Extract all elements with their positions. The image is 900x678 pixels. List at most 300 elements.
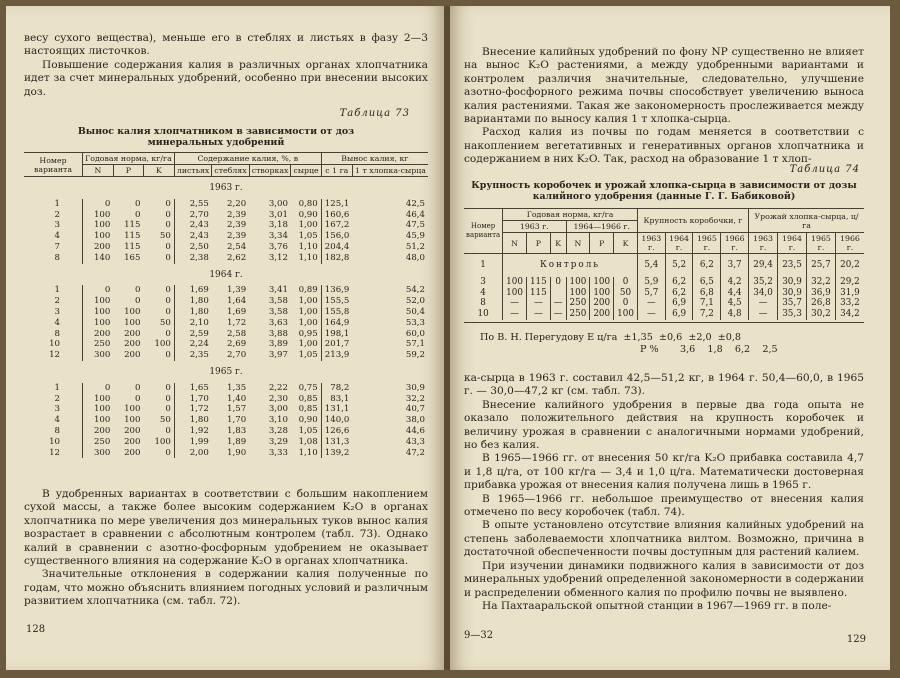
table-cell: 38,0 (405, 415, 425, 426)
col-boll-1966: 1966 г. (721, 233, 749, 254)
table-cell: 1,89 (227, 436, 247, 447)
table-cell: 30,9 (778, 277, 807, 288)
table-cell: 2,24 (174, 339, 211, 350)
table-cell: 2,55 (174, 199, 211, 210)
table-cell: 2,10 (174, 318, 211, 329)
table-cell: 33,2 (835, 298, 864, 309)
table-cell: — (503, 309, 527, 320)
table-cell: 4 (480, 287, 486, 298)
table-cell: 1,92 (174, 426, 211, 437)
table-cell: 100 (503, 288, 527, 299)
table-cell: 126,6 (321, 426, 352, 437)
col-k: K (144, 165, 175, 177)
printer-signature: 9—32 (464, 630, 494, 641)
table-cell: 4,4 (721, 288, 749, 299)
table-cell: 0 (165, 252, 171, 263)
table-cell: 78,2 (321, 383, 352, 394)
table-cell: 100 (83, 415, 114, 426)
table-row (24, 231, 428, 242)
table-cell: 1,80 (174, 296, 211, 307)
table-bottom-rule (464, 320, 864, 323)
paragraph: В 1965—1966 гг. небольшое преимущество от внесения калия отмечено по весу коробочек (табл. 74). (464, 492, 864, 519)
table-74 (464, 208, 864, 323)
table-cell: 2,54 (227, 241, 247, 252)
table-cell: 115 (526, 288, 550, 299)
table-cell: 0,95 (298, 328, 318, 339)
table-cell: 3,88 (268, 328, 288, 339)
table-cell: 48,0 (405, 252, 425, 263)
table-cell: 3,63 (268, 317, 288, 328)
table-cell: 140,0 (321, 415, 352, 426)
table-cell: 0 (83, 199, 114, 210)
table-cell: 2,70 (227, 350, 247, 361)
table-cell: 1,99 (174, 437, 211, 448)
table-cell: 2,43 (174, 231, 211, 242)
table-cell: 200 (83, 242, 114, 253)
table-cell: 3,58 (268, 306, 288, 317)
table-cell: 0 (135, 209, 141, 220)
table-cell: 46,4 (405, 209, 425, 220)
table-cell: 131,3 (321, 437, 352, 448)
table-cell: 54,2 (405, 285, 425, 296)
table-cell: 204,4 (321, 242, 352, 253)
table-cell: 100 (83, 404, 114, 415)
table-cell: 34,2 (835, 309, 864, 320)
table-row (24, 448, 428, 459)
col-p: P (113, 165, 143, 177)
table-cell: 0 (135, 198, 141, 209)
table-row (24, 383, 428, 394)
table-cell: 1,57 (227, 404, 247, 415)
table-cell: 8 (54, 328, 60, 339)
table-cell: 2,69 (227, 339, 247, 350)
table-cell: 12 (49, 350, 60, 361)
table-cell: 2,39 (227, 231, 247, 242)
col-boll-1963: 1963 г. (637, 233, 665, 254)
col-per-ha: с 1 га (321, 165, 352, 177)
table-cell: 2,22 (268, 382, 288, 393)
table-cell: 100 (83, 231, 114, 242)
table-cell: 0 (83, 383, 114, 394)
table-cell: 36,9 (806, 288, 835, 299)
table-cell: 2,39 (227, 209, 247, 220)
table-cell: 3,34 (268, 231, 288, 242)
table-cell: 40,7 (405, 404, 425, 415)
table-cell: 0 (165, 425, 171, 436)
year-label: 1965 г. (209, 366, 243, 377)
table-cell: 0 (165, 209, 171, 220)
table-cell: 115 (124, 220, 141, 231)
col-1963: 1963 г. (503, 221, 566, 233)
table-cell: 100 (124, 306, 141, 317)
paragraph: ка-сырца в 1963 г. составил 42,5—51,2 кг, в 1964 г. 50,4—60,0, в 1965 г. — 30,0—47,2 кг (см. табл. 73). (464, 372, 864, 398)
col-n: N (83, 165, 114, 177)
table-73 (24, 152, 428, 458)
table-cell: 0 (165, 296, 171, 307)
table-cell: 10 (477, 309, 489, 320)
table-cell: — (749, 309, 778, 320)
table-cell: 1,83 (227, 425, 247, 436)
table-cell: 100 (503, 277, 527, 288)
table-row (24, 285, 428, 296)
table-cell: 1,64 (227, 296, 247, 307)
table-cell: 213,9 (321, 350, 352, 361)
col-n: N (503, 233, 527, 254)
table-cell: 200 (124, 350, 141, 361)
table-cell: 51,2 (405, 241, 425, 252)
table-cell: 3,28 (268, 425, 288, 436)
table-cell: 2,58 (227, 328, 247, 339)
year-label: 1964 г. (209, 269, 243, 280)
table-cell: 2,50 (174, 242, 211, 253)
rule (464, 320, 864, 323)
left-top-text (24, 32, 428, 99)
col-boll-1964: 1964 г. (665, 233, 693, 254)
table-cell: 1,08 (298, 436, 318, 447)
table-cell: 3,01 (268, 209, 288, 220)
table-cell: 3 (480, 276, 486, 287)
table-cell: 6,9 (665, 298, 693, 309)
col-potassium-content: Содержание калия, %, в (174, 153, 321, 165)
table-cell: 100 (566, 277, 590, 288)
table-cell: 35,7 (778, 298, 807, 309)
table-row (24, 415, 428, 426)
table-cell: 3,89 (268, 339, 288, 350)
table-cell: 200 (124, 339, 141, 350)
table-cell: 200 (590, 309, 614, 320)
table-row (464, 309, 864, 320)
col-boll-size: Крупность коробочки, г (637, 209, 748, 233)
table-cell: — (526, 298, 550, 309)
col-per-ton: 1 т хлопка-сырца (352, 165, 428, 177)
table-cell: 200 (83, 426, 114, 437)
table-cell: 3 (54, 404, 60, 415)
table-cell: 1,05 (298, 231, 318, 242)
table-cell: 182,8 (321, 253, 352, 264)
table-cell: 1,69 (227, 306, 247, 317)
table-cell: 6,2 (665, 277, 693, 288)
table-cell: 1,90 (227, 447, 247, 458)
table-cell: 1,10 (298, 447, 318, 458)
table-cell: 1 (54, 285, 60, 296)
table-cell: 8 (54, 252, 60, 263)
table-cell: 50 (159, 231, 171, 242)
table-row (24, 199, 428, 210)
col-boll-1965: 1965 г. (693, 233, 721, 254)
table-cell: 83,1 (321, 394, 352, 405)
table-cell: 1,72 (174, 404, 211, 415)
table-cell: 1,05 (298, 425, 318, 436)
table-cell: 100 (590, 277, 614, 288)
table-cell: 250 (83, 339, 114, 350)
table-cell: 6,9 (665, 309, 693, 320)
table-cell: 5,7 (637, 288, 665, 299)
table-cell: 30,2 (806, 309, 835, 320)
table-cell: 198,1 (321, 329, 352, 340)
table-cell: 300 (83, 448, 114, 459)
table-cell: 100 (154, 436, 171, 447)
table-cell: 0 (165, 220, 171, 231)
table-cell: 200 (83, 329, 114, 340)
table-cell: 1 (54, 198, 60, 209)
table-cell: 0 (165, 350, 171, 361)
table-cell: 8 (54, 425, 60, 436)
table-cell: 53,3 (405, 317, 425, 328)
table-cell: 4 (54, 231, 60, 242)
table-cell: 0 (165, 393, 171, 404)
year-row (24, 177, 428, 199)
table-cell: 160,6 (321, 210, 352, 221)
table-cell: 0 (614, 298, 638, 309)
table-row (24, 210, 428, 221)
table-cell: 30,9 (778, 288, 807, 299)
table-cell: 1 (480, 260, 486, 270)
table-cell: 115 (526, 277, 550, 288)
col-capsule-walls: створках (249, 165, 291, 177)
col-p: P (526, 233, 550, 254)
table-cell: 100 (124, 404, 141, 415)
table-cell: 45,9 (405, 231, 425, 242)
page-number: 128 (26, 624, 46, 635)
table-cell: 100 (566, 288, 590, 299)
col-raw: сырце (291, 165, 321, 177)
table-cell: 0 (614, 277, 638, 288)
table-cell: 60,0 (405, 328, 425, 339)
paragraph: Значительные отклонения в содержании калия полученные по годам, что можно объяснить влиянием погодных условий и различным развитием хлопчатника (см. табл. 72). (24, 568, 428, 608)
paragraph: В опыте установлено отсутствие влияния калийных удобрений на степень заболеваемости хлопчатника вилтом. Возможно, причина в достаточной обеспеченности почвы доступным для растений калием. (464, 519, 864, 559)
table-cell: 32,2 (405, 393, 425, 404)
table-row (24, 242, 428, 253)
table-cell: 200 (124, 447, 141, 458)
footnote-line: По В. Н. Перегудову E ц/га ±1,35 ±0,6 ±2,0 ±0,8 (480, 332, 742, 343)
table-label: Таблица 73 (339, 108, 410, 119)
table-cell: 3,12 (268, 252, 288, 263)
table-cell: 2 (54, 296, 60, 307)
footnote-line: P % 3,6 1,8 6,2 2,5 (640, 344, 778, 355)
table-row (24, 318, 428, 329)
table-cell: 26,8 (806, 298, 835, 309)
paragraph: На Пахтааральской опытной станции в 1967—1969 гг. в поле- (482, 599, 832, 612)
table-cell: 0 (135, 382, 141, 393)
table-cell: 3,18 (268, 220, 288, 231)
table-cell: 7,1 (693, 298, 721, 309)
table-cell: 50,4 (405, 306, 425, 317)
paragraph: Расход калия из почвы по годам меняется в соответствии с накоплением вегетативных и генеративных органов хлопчатника и содержанием в них K₂O. Так, расход на образование 1 т хлоп- (464, 126, 864, 166)
table-cell: 125,1 (321, 199, 352, 210)
table-cell: 0,75 (298, 382, 318, 393)
table-row (24, 426, 428, 437)
table-cell: 115 (124, 231, 141, 242)
table-cell: 100 (83, 220, 114, 231)
table-cell: 2,20 (227, 198, 247, 209)
table-cell: 2,35 (174, 350, 211, 361)
table-cell: 10 (49, 436, 60, 447)
table-cell: 6,5 (693, 277, 721, 288)
col-k: K (550, 233, 566, 254)
table-cell: 23,5 (778, 254, 807, 277)
table-cell: 3,29 (268, 436, 288, 447)
table-cell: 201,7 (321, 339, 352, 350)
table-cell: 100 (83, 296, 114, 307)
table-row (24, 329, 428, 340)
table-cell: 1,72 (227, 317, 247, 328)
col-variant: Номер варианта (464, 209, 503, 254)
table-cell: — (637, 298, 665, 309)
table-cell: 1,70 (174, 394, 211, 405)
table-cell: 0 (550, 277, 566, 288)
col-variant: Номер варианта (24, 153, 83, 177)
table-cell: 140 (83, 253, 114, 264)
table-cell: 115 (124, 241, 141, 252)
table-cell (550, 288, 566, 299)
col-1964-66: 1964—1966 г. (566, 221, 637, 233)
year-row (24, 264, 428, 286)
table-row (24, 296, 428, 307)
table-cell: 0,90 (298, 415, 318, 426)
col-annual-norm: Годовая норма, кг/га (503, 209, 638, 221)
table-cell: 2,00 (174, 448, 211, 459)
table-cell: 4,2 (721, 277, 749, 288)
table-cell: 1,65 (174, 383, 211, 394)
table-cell: 3 (54, 306, 60, 317)
table-cell: 0 (165, 241, 171, 252)
table-cell: 30,9 (405, 382, 425, 393)
table-cell: 250 (566, 298, 590, 309)
table-cell: 1,69 (174, 285, 211, 296)
left-bottom-text (24, 488, 428, 609)
table-cell: 2,59 (174, 329, 211, 340)
table-cell: 100 (83, 307, 114, 318)
table-cell: 1,40 (227, 393, 247, 404)
table-cell: 1 (54, 382, 60, 393)
table-cell: — (503, 298, 527, 309)
col-yield-1963: 1963 г. (749, 233, 778, 254)
paragraph: Повышение содержания калия в различных органах хлопчатника идет за счет минеральных удобрений, особенно при внесении высоких доз. (24, 58, 428, 98)
table-cell: 156,0 (321, 231, 352, 242)
table-cell: 5,4 (637, 254, 665, 277)
table-cell: 57,1 (405, 339, 425, 350)
table-cell: 4,8 (721, 309, 749, 320)
table-cell: — (749, 298, 778, 309)
table-label: Таблица 74 (789, 164, 860, 175)
col-removal: Вынос калия, кг (321, 153, 428, 165)
col-yield-1964: 1964 г. (778, 233, 807, 254)
table-cell: 2,43 (174, 220, 211, 231)
table-cell: 3,76 (268, 241, 288, 252)
right-bottom-text (464, 372, 864, 613)
control-label: Контроль (503, 254, 638, 277)
table-cell: 0 (165, 198, 171, 209)
table-cell: 100 (83, 210, 114, 221)
table-cell: 2,38 (174, 253, 211, 264)
table-cell: 59,2 (405, 350, 425, 361)
table-cell: 25,7 (806, 254, 835, 277)
table-cell: 8 (480, 298, 486, 309)
col-yield: Урожай хлопка-сырца, ц/га (749, 209, 864, 233)
paragraph: весу сухого вещества), меньше его в стеблях и листьях в фазу 2—3 настоящих листочков. (24, 32, 428, 58)
table-cell: 5,9 (637, 277, 665, 288)
table-cell: 1,10 (298, 241, 318, 252)
table-cell: 200 (124, 328, 141, 339)
table-cell: 0 (165, 328, 171, 339)
table-cell: 4 (54, 415, 60, 426)
table-cell: 136,9 (321, 285, 352, 296)
left-page (6, 6, 444, 670)
table-cell: 35,2 (749, 277, 778, 288)
paragraph: Внесение калийных удобрений по фону NP существенно не влияет на вынос K₂O растениями, а между удобренными вариантами и контролем различия значительные, следовательно, улучшение азотно-фосфорного режима почвы способствует увеличению выноса калия растениями. Такая же закономерность прослеживается между вариантами по выносу калия 1 т хлопка-сырца. (464, 46, 864, 126)
table-cell: 1,39 (227, 285, 247, 296)
table-cell: 42,5 (405, 198, 425, 209)
table-cell: 6,2 (693, 254, 721, 277)
table-cell: 3,97 (268, 350, 288, 361)
col-yield-1965: 1965 г. (806, 233, 835, 254)
table-cell: 1,00 (298, 296, 318, 307)
table-cell: 6,2 (665, 288, 693, 299)
col-stems: стеблях (212, 165, 249, 177)
table-cell: 250 (83, 437, 114, 448)
table-cell: 1,70 (227, 415, 247, 426)
table-cell: 50 (614, 288, 638, 299)
table-cell: 0 (165, 382, 171, 393)
table-cell: 155,8 (321, 307, 352, 318)
table-cell: 100 (590, 288, 614, 299)
paragraph: Внесение калийного удобрения в первые два года опыта не оказало положительного действия на крупность коробочек и величину урожая в сравнении с аналогичными нормами удобрений, но без калия. (464, 398, 864, 452)
table-cell: 47,5 (405, 220, 425, 231)
table-cell: 2 (54, 209, 60, 220)
table-cell: 32,2 (806, 277, 835, 288)
col-n: N (566, 233, 590, 254)
table-cell: 0,89 (298, 285, 318, 296)
paragraph: В 1965—1966 гг. от внесения 50 кг/га K₂O прибавка составила 4,7 и 1,8 ц/га, от 100 кг/га — 3,4 и 1,0 ц/га. Математически достоверная прибавка урожая от внесения калия получена лишь в 1965 г. (464, 452, 864, 492)
table-cell: 2 (54, 393, 60, 404)
table-cell: 47,2 (405, 447, 425, 458)
table-cell: 0,90 (298, 209, 318, 220)
table-cell: 0 (135, 285, 141, 296)
table-row (464, 277, 864, 288)
table-row (464, 298, 864, 309)
table-cell: 200 (124, 425, 141, 436)
table-cell: 1,80 (174, 307, 211, 318)
table-cell: — (550, 298, 566, 309)
table-cell: 3,10 (268, 415, 288, 426)
table-cell: 3,00 (268, 198, 288, 209)
table-row (24, 339, 428, 350)
table-cell: 7,2 (693, 309, 721, 320)
table-cell: 2,70 (174, 210, 211, 221)
table-cell: 50 (159, 415, 171, 426)
paragraph: В удобренных вариантах в соответствии с большим накоплением сухой массы, а также более высоким содержанием K₂O в органах хлопчатника по мере увеличения доз минеральных туков вынос калия возрастает в сравнении с абсолютным контролем (табл. 73). Однако калий в сравнении с азотно-фосфорным удобрением не оказывает существенного влияния на содержание K₂O в органах хлопчатника. (24, 488, 428, 568)
table-cell: 3,41 (268, 285, 288, 296)
table-cell: 200 (590, 298, 614, 309)
table-cell: 0,85 (298, 404, 318, 415)
paragraph: При изучении динамики подвижного калия в зависимости от доз минеральных удобрений определенной закономерности в содержании и распределении обменного калия по профилю почвы не выявлено. (464, 559, 864, 599)
table-cell: 164,9 (321, 318, 352, 329)
table-cell: 5,2 (665, 254, 693, 277)
table-cell: 2,39 (227, 220, 247, 231)
table-cell: 3,58 (268, 296, 288, 307)
table-cell: 1,10 (298, 252, 318, 263)
table-cell: 7 (54, 241, 60, 252)
table-cell: 250 (566, 309, 590, 320)
col-annual-norm: Годовая норма, кг/га (83, 153, 175, 165)
table-row (24, 253, 428, 264)
table-row (24, 350, 428, 361)
col-yield-1966: 1966 г. (835, 233, 864, 254)
table-cell: 3,00 (268, 404, 288, 415)
table-row (24, 307, 428, 318)
table-cell: 1,00 (298, 339, 318, 350)
year-label: 1963 г. (209, 183, 243, 193)
